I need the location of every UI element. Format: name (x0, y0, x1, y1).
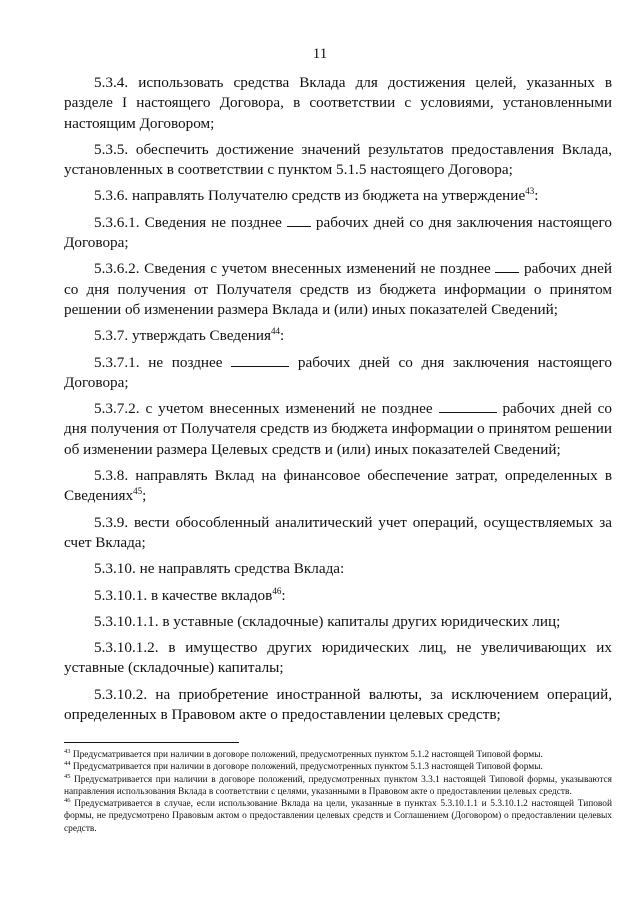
clause-5-3-6-1 (64, 213, 612, 254)
clause-text: 5.3.10.1.1. в уставные (складочные) капиталы других юридических лиц; (94, 612, 561, 630)
clause-text: 5.3.6.1. Сведения не позднее (94, 213, 287, 231)
clause-text: 5.3.10.1.2. в имущество других юридических лиц, не увеличивающих их уставные (складочные) капиталы; (64, 639, 612, 677)
clause-5-3-10 (64, 559, 612, 579)
footnote-text: Предусматривается при наличии в договоре положений, предусмотренных пунктом 5.1.2 настоящей Типовой формы. (70, 750, 543, 760)
clause-text-end: рабочих дней со дня заключения настоящего Договора; (64, 353, 612, 391)
clause-text: 5.3.6.2. Сведения с учетом внесенных изменений не позднее (94, 260, 496, 278)
footnote-number: 46 (64, 797, 71, 805)
clause-text-end: ; (142, 487, 147, 505)
footnote-number: 44 (64, 760, 71, 768)
footnote-46 (64, 798, 612, 835)
clause-text: 5.3.10. не направлять средства Вклада: (94, 560, 345, 578)
footnotes-section (64, 742, 612, 835)
clause-5-3-7-1 (64, 353, 612, 394)
clause-5-3-7-2 (64, 399, 612, 460)
clause-5-3-10-1-2 (64, 638, 612, 679)
clause-5-3-4 (64, 73, 612, 134)
blank-field (439, 400, 497, 413)
clause-text: 5.3.8. направлять Вклад на финансовое обеспечение затрат, определенных в Сведениях (64, 467, 612, 505)
clause-text: 5.3.10.1. в качестве вкладов (94, 586, 273, 604)
footnote-number: 45 (64, 772, 71, 780)
page-number: 11 (312, 46, 328, 62)
blank-field (231, 354, 289, 367)
clause-text-end: рабочих дней со дня получения от Получателя средств из бюджета информации о принятом решении об изменении размера Вклада и (или) иных показателей Сведений; (64, 260, 612, 318)
clause-text-end: : (280, 327, 285, 345)
clause-5-3-10-1 (64, 586, 612, 606)
clause-text: 5.3.4. использовать средства Вклада для достижения целей, указанных в разделе I настоящего Договора, в соответствии с условиями, установленными настоящим Договором; (64, 74, 612, 132)
footnote-text: Предусматривается при наличии в договоре положений, предусмотренных пунктом 3.3.1 настоящей Типовой формы, указываются направления использования Вклада в соответствии с целями, указанными в Правовом акте о предоставлении целевых средств. (64, 774, 612, 797)
clause-text: 5.3.10.2. на приобретение иностранной валюты, за исключением операций, определенных в Правовом акте о предоставлении целевых средств; (64, 685, 612, 724)
footnote-ref: 46 (272, 585, 282, 596)
clause-text: 5.3.9. вести обособленный аналитический учет операций, осуществляемых за счет Вклада; (64, 513, 612, 551)
clause-5-3-9 (64, 513, 612, 554)
clause-text: 5.3.5. обеспечить достижение значений результатов предоставления Вклада, установленных в соответствии с пунктом 5.1.5 настоящего Договора; (64, 140, 612, 179)
footnote-ref: 45 (133, 486, 143, 497)
document-body (64, 73, 612, 731)
blank-field (287, 214, 311, 227)
footnote-43 (64, 749, 612, 761)
clause-text: 5.3.6. направлять Получателю средств из бюджета на утверждение (94, 187, 526, 205)
clause-text-end: рабочих дней со дня получения от Получателя средств из бюджета информации о принятом решении об изменении размера Целевых средств и (или) иных показателей Сведений; (64, 400, 612, 458)
footnote-number: 43 (64, 747, 71, 755)
footnote-divider (64, 742, 239, 743)
clause-5-3-5 (64, 140, 612, 181)
footnote-text: Предусматривается в случае, если использование Вклада на цели, указанные в пунктах 5.3.10.1.1 и 5.3.10.1.2 настоящей Типовой формы, не предусмотрено Правовым актом о предоставлении целевых средств и Соглашением (Договором) о предоставлении целевых средств. (64, 799, 612, 834)
footnote-44 (64, 761, 612, 773)
clause-5-3-7 (64, 326, 612, 346)
clause-text-end: : (281, 586, 286, 604)
footnote-ref: 44 (271, 326, 281, 337)
clause-text: 5.3.7.2. с учетом внесенных изменений не позднее (94, 400, 439, 418)
clause-text-end: : (534, 187, 539, 205)
clause-5-3-8 (64, 466, 612, 507)
clause-5-3-10-1-1 (64, 612, 612, 632)
clause-text: 5.3.7. утверждать Сведения (94, 327, 272, 345)
clause-5-3-6-2 (64, 259, 612, 320)
clause-5-3-6 (64, 186, 612, 206)
clause-5-3-10-2 (64, 685, 612, 726)
footnote-ref: 43 (525, 186, 535, 197)
footnote-text: Предусматривается при наличии в договоре положений, предусмотренных пунктом 5.1.3 настоящей Типовой формы. (70, 762, 543, 773)
footnote-45 (64, 774, 612, 799)
clause-text: 5.3.7.1. не позднее (94, 353, 232, 371)
blank-field (495, 260, 519, 273)
clause-text-end: рабочих дней со дня заключения настоящего Договора; (64, 213, 612, 252)
